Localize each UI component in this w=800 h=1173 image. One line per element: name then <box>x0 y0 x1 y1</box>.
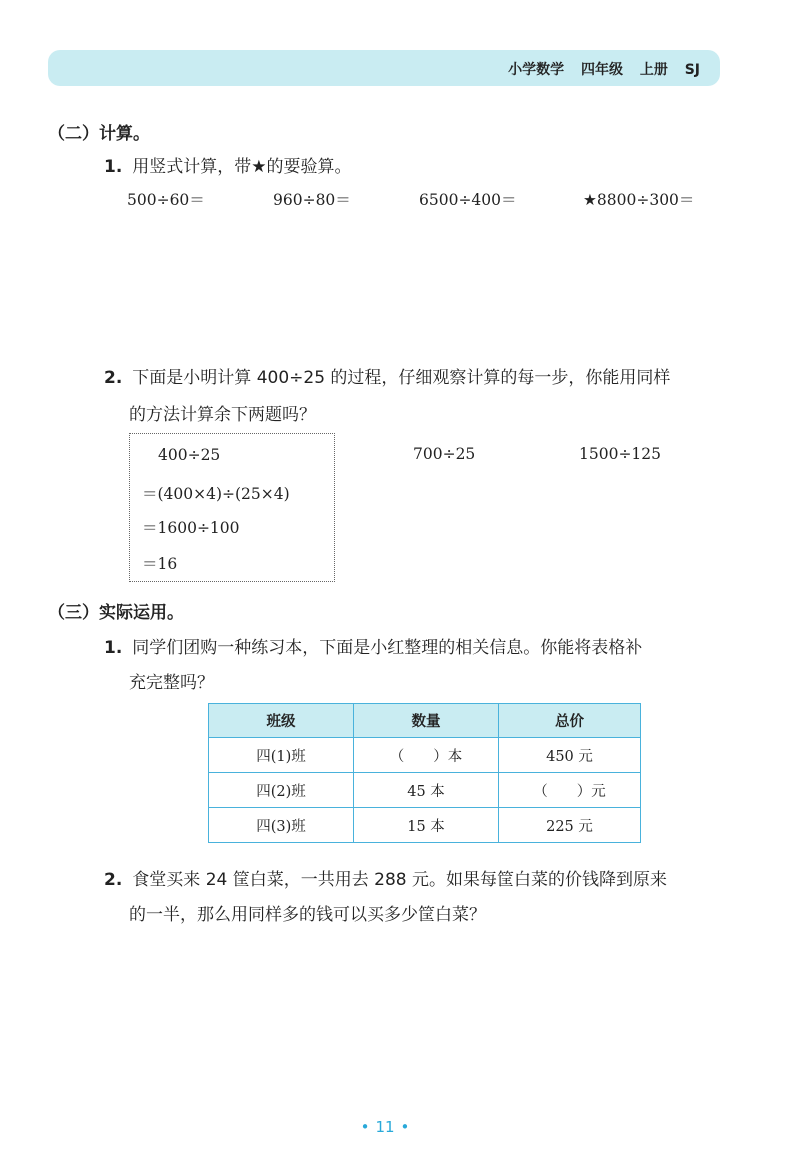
s2-q2-expr-2: 1500÷125 <box>579 445 662 463</box>
s2-q1-expr-4: ★8800÷300＝ <box>583 191 695 209</box>
header-text <box>496 59 700 79</box>
s2-q2-text-1: 下面是小明计算 400÷25 的过程，仔细观察计算的每一步，你能用同样 <box>132 368 671 388</box>
table-header-total: 总价 <box>499 704 641 738</box>
section-2-title: （二）计算。 <box>48 124 150 144</box>
s2-q1-expr-1: 500÷60＝ <box>127 191 205 209</box>
example-line-3: ＝1600÷100 <box>142 519 240 537</box>
table-row <box>209 808 641 843</box>
header-grade: 四年级 <box>580 62 623 78</box>
s2-q2-expr-1: 700÷25 <box>413 445 476 463</box>
s3-q2-text-1: 食堂买来 24 筐白菜，一共用去 288 元。如果每筐白菜的价钱降到原来 <box>132 870 667 890</box>
table-row <box>209 773 641 808</box>
table-row <box>209 738 641 773</box>
s2-q1-number: 1. <box>104 157 123 177</box>
table-cell: 225 元 <box>499 808 641 843</box>
s2-q1-expr-2: 960÷80＝ <box>273 191 351 209</box>
s3-q2-text-2: 的一半，那么用同样多的钱可以买多少筐白菜？ <box>129 905 486 925</box>
table-cell: 450 元 <box>499 738 641 773</box>
s2-q1-expr-3: 6500÷400＝ <box>419 191 517 209</box>
header-volume: 上册 <box>639 62 668 78</box>
table-cell: 四(3)班 <box>209 808 354 843</box>
page-number: • 11 • <box>360 1118 410 1136</box>
s3-q1-line1 <box>104 633 642 658</box>
section-3-title: （三）实际运用。 <box>48 603 184 623</box>
s3-q2-line1 <box>104 865 667 890</box>
table-cell: 四(2)班 <box>209 773 354 808</box>
s3-q1-text-2: 充完整吗？ <box>129 673 214 693</box>
s2-q1 <box>104 152 352 177</box>
s2-q2-text-2: 的方法计算余下两题吗？ <box>129 405 316 425</box>
header-bar <box>48 50 720 86</box>
table-cell: 15 本 <box>354 808 499 843</box>
s3-q1-text-1: 同学们团购一种练习本，下面是小红整理的相关信息。你能将表格补 <box>132 638 643 658</box>
s2-q1-text: 用竖式计算，带★的要验算。 <box>132 157 352 177</box>
table-cell-blank: （ ）本 <box>354 738 499 773</box>
s3-q2-number: 2. <box>104 870 123 890</box>
table-header-class: 班级 <box>209 704 354 738</box>
header-edition: SJ <box>684 62 700 78</box>
table-cell: 45 本 <box>354 773 499 808</box>
header-subject: 小学数学 <box>508 62 565 78</box>
example-line-1: 400÷25 <box>158 446 221 464</box>
s2-q2-number: 2. <box>104 368 123 388</box>
table-cell-blank: （ ）元 <box>499 773 641 808</box>
table-header-row <box>209 704 641 738</box>
s3-q1-number: 1. <box>104 638 123 658</box>
page-number-value: 11 <box>375 1118 395 1136</box>
example-line-2: ＝(400×4)÷(25×4) <box>142 485 290 503</box>
example-line-4: ＝16 <box>142 555 178 573</box>
table-cell: 四(1)班 <box>209 738 354 773</box>
example-box <box>129 433 335 582</box>
s2-q2-line1 <box>104 363 670 388</box>
info-table <box>208 703 641 843</box>
table-header-quantity: 数量 <box>354 704 499 738</box>
